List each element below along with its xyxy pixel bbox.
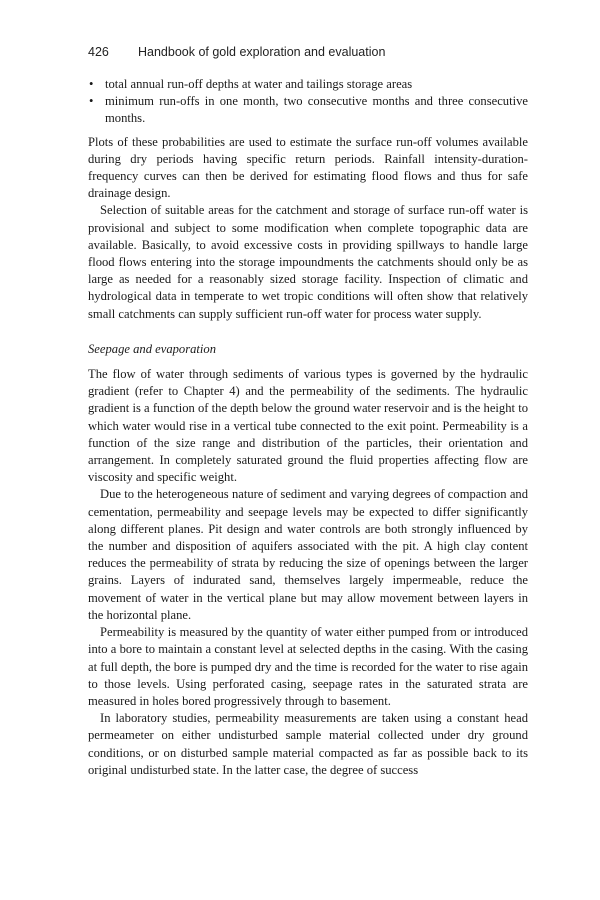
bullet-list <box>88 76 528 128</box>
paragraph: Permeability is measured by the quantity of water either pumped from or introduced into a bore to maintain a constant level at selected depths in the casing. With the casing at full depth, the bore is pumped dry and the time is recorded for the water to rise again to those levels. Using perforated casing, seepage rates in the saturated strata are measured in holes bored progressively through to basement. <box>88 625 528 708</box>
paragraph: Plots of these probabilities are used to estimate the surface run-off volumes available during dry periods having specific return periods. Rainfall intensity-duration-frequency curves can then be derived for estimating flood flows and thus for safe drainage design. <box>88 134 528 201</box>
list-item: • minimum run-offs in one month, two consecutive months and three consecutive months. <box>88 93 528 127</box>
paragraph: The flow of water through sediments of various types is governed by the hydraulic gradient (refer to Chapter 4) and the permeability of the sediments. The hydraulic gradient is a function of the depth below the ground water reservoir and is the height to which water would rise in a vertical tube connected to the exit point. Permeability is a function of the size range and distribution of the particles, their orientation and arrangement. In completely saturated ground the fluid properties affecting flow are viscosity and specific weight. <box>88 367 528 485</box>
page-number: 426 <box>88 45 109 59</box>
list-item: • total annual run-off depths at water and tailings storage areas <box>88 76 528 93</box>
paragraph: In laboratory studies, permeability measurements are taken using a constant head permeameter on either undisturbed sample material collected under dry ground conditions, or on disturbed sample material compacted as far as possible back to its original undisturbed state. In the latter case, the degree of success <box>88 711 528 777</box>
section-heading: Seepage and evaporation <box>88 341 217 356</box>
paragraph: Due to the heterogeneous nature of sediment and varying degrees of compaction and cementation, permeability and seepage levels may be expected to differ significantly along different planes. Pit design and water controls are both strongly influenced by the number and disposition of aquifers associated with the pit. A high clay content reduces the permeability of strata by reducing the size of openings between the larger grains. Layers of indurated sand, themselves largely impermeable, reduce the movement of water in the vertical plane but may allow movement between layers in the horizontal plane. <box>88 487 528 622</box>
paragraph: Selection of suitable areas for the catchment and storage of surface run-off water is provisional and subject to some modification when complete topographic data are available. Basically, to avoid excessive costs in providing spillways to handle large flood flows entering into the storage impoundments the catchments should only be as large as needed for a reasonably sized storage facility. Inspection of climatic and hydrological data in temperate to wet tropic conditions will often show that relatively small catchments can supply sufficient run-off water for process water supply. <box>88 203 528 321</box>
body-text <box>88 76 528 779</box>
running-header <box>88 45 528 59</box>
running-title: Handbook of gold exploration and evaluation <box>138 45 386 59</box>
